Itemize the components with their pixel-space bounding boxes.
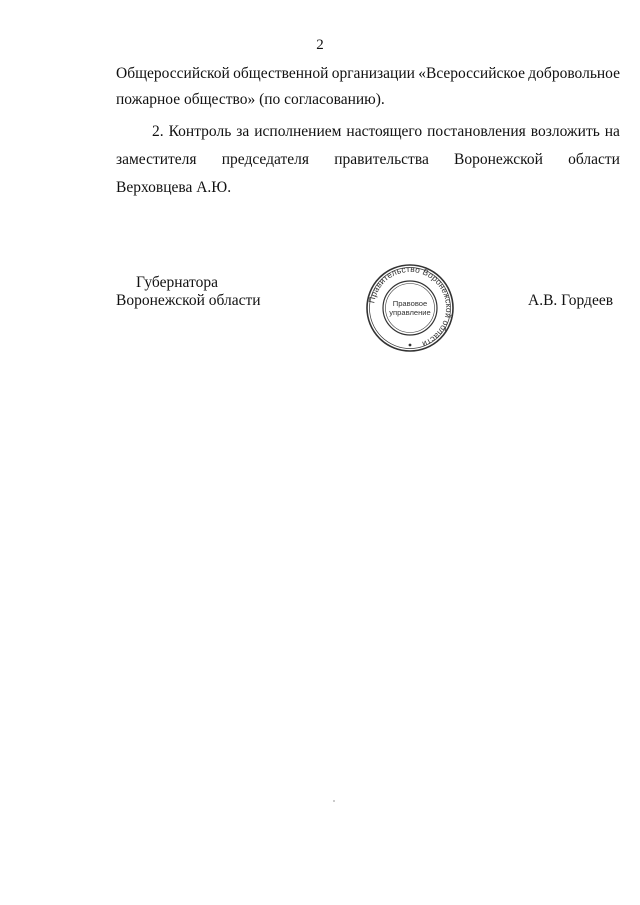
word: Контроль — [168, 123, 232, 140]
word: организации — [331, 65, 415, 82]
official-stamp — [360, 263, 460, 353]
stamp-center-line-1: Правовое — [392, 299, 428, 308]
word: председателя — [221, 151, 309, 168]
body-line-4 — [116, 150, 620, 169]
word: 2. — [152, 123, 164, 140]
word: Воронежской — [454, 151, 543, 168]
stamp-star-dot — [409, 344, 412, 347]
scan-speck — [333, 800, 335, 802]
body-line-1 — [116, 64, 620, 83]
word: настоящего — [346, 123, 423, 140]
signature-name: А.В. Гордеев — [528, 292, 614, 309]
word: исполнением — [254, 123, 342, 140]
word: области — [568, 151, 620, 168]
stamp-center-line-2: управление — [389, 308, 431, 317]
word: «Всероссийское — [418, 65, 525, 82]
word: на — [604, 123, 620, 140]
word: правительства — [334, 151, 429, 168]
body-line-5: Верховцева А.Ю. — [116, 179, 232, 196]
word: Общероссийской — [116, 65, 230, 82]
word: возложить — [530, 123, 600, 140]
stamp-ring-text-path: Правительство Воронежской области — [366, 263, 455, 350]
word: постановления — [427, 123, 526, 140]
word: добровольное — [528, 65, 620, 82]
page-number: 2 — [316, 37, 324, 53]
word: общественной — [233, 65, 329, 82]
body-line-3 — [152, 122, 620, 141]
body-line-2: пожарное общество» (по согласованию). — [116, 91, 385, 108]
signature-title: Губернатора — [136, 274, 218, 291]
word: за — [236, 123, 250, 140]
word: заместителя — [116, 151, 197, 168]
signature-region: Воронежской области — [116, 292, 261, 309]
